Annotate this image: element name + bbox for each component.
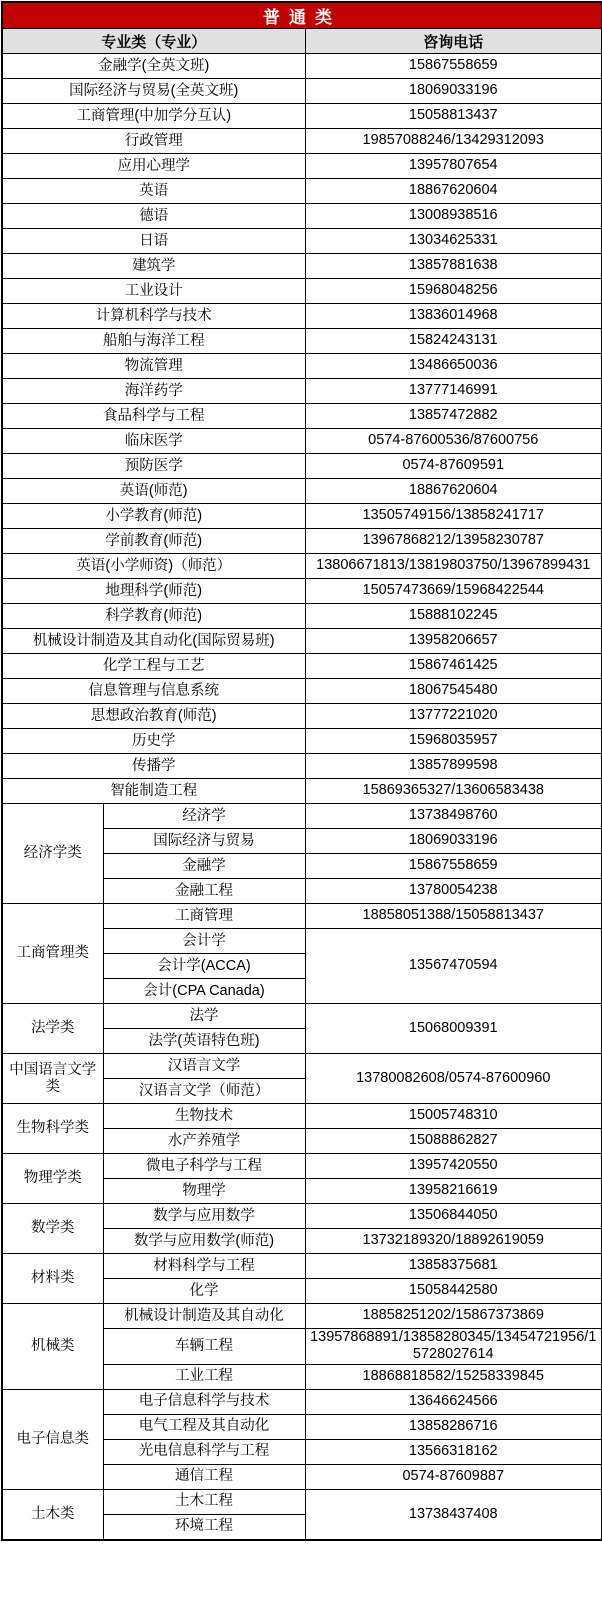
major-cell: 微电子科学与工程 bbox=[103, 1154, 305, 1179]
major-cell: 法学(英语特色班) bbox=[103, 1029, 305, 1054]
phone-cell: 13777221020 bbox=[305, 704, 602, 729]
table-row bbox=[2, 154, 602, 179]
phone-cell: 13732189320/18892619059 bbox=[305, 1229, 602, 1254]
table-row bbox=[2, 1154, 602, 1179]
major-cell: 行政管理 bbox=[2, 129, 305, 154]
table-title: 普通类 bbox=[2, 2, 602, 29]
table-row bbox=[2, 354, 602, 379]
table-row bbox=[2, 604, 602, 629]
phone-cell: 13857881638 bbox=[305, 254, 602, 279]
major-cell: 数学与应用数学(师范) bbox=[103, 1229, 305, 1254]
major-cell: 光电信息科学与工程 bbox=[103, 1439, 305, 1464]
major-cell: 食品科学与工程 bbox=[2, 404, 305, 429]
table-row bbox=[2, 729, 602, 754]
category-cell: 电子信息类 bbox=[2, 1389, 103, 1489]
major-cell: 物理学 bbox=[103, 1179, 305, 1204]
table-row bbox=[2, 254, 602, 279]
table-row bbox=[2, 1054, 602, 1079]
phone-cell: 13566318162 bbox=[305, 1439, 602, 1464]
table-row bbox=[2, 754, 602, 779]
category-cell: 法学类 bbox=[2, 1004, 103, 1054]
major-cell: 金融工程 bbox=[103, 879, 305, 904]
major-cell: 德语 bbox=[2, 204, 305, 229]
phone-cell: 13957420550 bbox=[305, 1154, 602, 1179]
category-cell: 工商管理类 bbox=[2, 904, 103, 1004]
major-cell: 历史学 bbox=[2, 729, 305, 754]
phone-cell: 15867461425 bbox=[305, 654, 602, 679]
table-row bbox=[2, 454, 602, 479]
major-cell: 应用心理学 bbox=[2, 154, 305, 179]
table-row bbox=[2, 104, 602, 129]
table-title-row bbox=[2, 2, 602, 29]
category-cell: 机械类 bbox=[2, 1304, 103, 1390]
column-header-row bbox=[2, 29, 602, 54]
phone-cell: 15867558659 bbox=[305, 54, 602, 79]
major-cell: 机械设计制造及其自动化 bbox=[103, 1304, 305, 1329]
major-cell: 机械设计制造及其自动化(国际贸易班) bbox=[2, 629, 305, 654]
phone-cell: 13857472882 bbox=[305, 404, 602, 429]
category-cell: 物理学类 bbox=[2, 1154, 103, 1204]
category-cell: 生物科学类 bbox=[2, 1104, 103, 1154]
column-header-major: 专业类（专业） bbox=[2, 29, 305, 54]
major-cell: 学前教育(师范) bbox=[2, 529, 305, 554]
phone-cell: 13008938516 bbox=[305, 204, 602, 229]
phone-cell: 13505749156/13858241717 bbox=[305, 504, 602, 529]
phone-cell: 13957868891/13858280345/13454721956/15728027614 bbox=[305, 1329, 602, 1365]
phone-cell: 13780082608/0574-87600960 bbox=[305, 1054, 602, 1104]
major-cell: 电子信息科学与技术 bbox=[103, 1389, 305, 1414]
phone-cell: 13957807654 bbox=[305, 154, 602, 179]
major-cell: 小学教育(师范) bbox=[2, 504, 305, 529]
major-cell: 船舶与海洋工程 bbox=[2, 329, 305, 354]
phone-cell: 18858051388/15058813437 bbox=[305, 904, 602, 929]
major-cell: 汉语言文学（师范） bbox=[103, 1079, 305, 1104]
major-cell: 工业工程 bbox=[103, 1364, 305, 1389]
major-cell: 会计学 bbox=[103, 929, 305, 954]
table-row bbox=[2, 229, 602, 254]
phone-cell: 13958216619 bbox=[305, 1179, 602, 1204]
phone-cell: 15968048256 bbox=[305, 279, 602, 304]
column-header-phone: 咨询电话 bbox=[305, 29, 602, 54]
major-cell: 海洋药学 bbox=[2, 379, 305, 404]
phone-cell: 15888102245 bbox=[305, 604, 602, 629]
phone-cell: 13034625331 bbox=[305, 229, 602, 254]
consultation-phone-table bbox=[1, 1, 602, 1541]
major-cell: 化学工程与工艺 bbox=[2, 654, 305, 679]
phone-cell: 13738437408 bbox=[305, 1489, 602, 1540]
table-row bbox=[2, 179, 602, 204]
table-row bbox=[2, 529, 602, 554]
category-cell: 经济学类 bbox=[2, 804, 103, 904]
category-cell: 数学类 bbox=[2, 1204, 103, 1254]
phone-cell: 13857899598 bbox=[305, 754, 602, 779]
major-cell: 环境工程 bbox=[103, 1514, 305, 1540]
table-row bbox=[2, 479, 602, 504]
table-row bbox=[2, 279, 602, 304]
category-cell: 材料类 bbox=[2, 1254, 103, 1304]
phone-cell: 18067545480 bbox=[305, 679, 602, 704]
table-row bbox=[2, 54, 602, 79]
major-cell: 材料科学与工程 bbox=[103, 1254, 305, 1279]
major-cell: 信息管理与信息系统 bbox=[2, 679, 305, 704]
major-cell: 日语 bbox=[2, 229, 305, 254]
table-row bbox=[2, 1304, 602, 1329]
phone-cell: 18858251202/15867373869 bbox=[305, 1304, 602, 1329]
major-cell: 工业设计 bbox=[2, 279, 305, 304]
phone-cell: 15088862827 bbox=[305, 1129, 602, 1154]
major-cell: 智能制造工程 bbox=[2, 779, 305, 804]
phone-cell: 15005748310 bbox=[305, 1104, 602, 1129]
table-row bbox=[2, 204, 602, 229]
phone-cell: 0574-87609591 bbox=[305, 454, 602, 479]
phone-cell: 18867620604 bbox=[305, 179, 602, 204]
major-cell: 金融学 bbox=[103, 854, 305, 879]
major-cell: 电气工程及其自动化 bbox=[103, 1414, 305, 1439]
phone-cell: 0574-87600536/87600756 bbox=[305, 429, 602, 454]
phone-cell: 13967868212/13958230787 bbox=[305, 529, 602, 554]
table-row bbox=[2, 329, 602, 354]
table-row bbox=[2, 779, 602, 804]
major-cell: 物流管理 bbox=[2, 354, 305, 379]
major-cell: 建筑学 bbox=[2, 254, 305, 279]
phone-cell: 15058813437 bbox=[305, 104, 602, 129]
major-cell: 土木工程 bbox=[103, 1489, 305, 1514]
major-cell: 法学 bbox=[103, 1004, 305, 1029]
major-cell: 传播学 bbox=[2, 754, 305, 779]
table-row bbox=[2, 1389, 602, 1414]
major-cell: 计算机科学与技术 bbox=[2, 304, 305, 329]
category-cell: 中国语言文学类 bbox=[2, 1054, 103, 1104]
major-cell: 数学与应用数学 bbox=[103, 1204, 305, 1229]
major-cell: 通信工程 bbox=[103, 1464, 305, 1489]
phone-cell: 18069033196 bbox=[305, 829, 602, 854]
major-cell: 英语 bbox=[2, 179, 305, 204]
table-row bbox=[2, 379, 602, 404]
phone-cell: 13806671813/13819803750/13967899431 bbox=[305, 554, 602, 579]
major-cell: 汉语言文学 bbox=[103, 1054, 305, 1079]
phone-cell: 15824243131 bbox=[305, 329, 602, 354]
category-cell: 土木类 bbox=[2, 1489, 103, 1540]
phone-cell: 0574-87609887 bbox=[305, 1464, 602, 1489]
table-row bbox=[2, 1489, 602, 1514]
table-row bbox=[2, 404, 602, 429]
table-row bbox=[2, 704, 602, 729]
major-cell: 工商管理 bbox=[103, 904, 305, 929]
phone-cell: 15869365327/13606583438 bbox=[305, 779, 602, 804]
major-cell: 经济学 bbox=[103, 804, 305, 829]
table-row bbox=[2, 654, 602, 679]
phone-cell: 18069033196 bbox=[305, 79, 602, 104]
phone-cell: 13858286716 bbox=[305, 1414, 602, 1439]
phone-cell: 15068009391 bbox=[305, 1004, 602, 1054]
phone-cell: 13738498760 bbox=[305, 804, 602, 829]
table-body bbox=[2, 54, 602, 1540]
major-cell: 英语(小学师资)（师范） bbox=[2, 554, 305, 579]
major-cell: 国际经济与贸易(全英文班) bbox=[2, 79, 305, 104]
major-cell: 化学 bbox=[103, 1279, 305, 1304]
major-cell: 生物技术 bbox=[103, 1104, 305, 1129]
major-cell: 地理科学(师范) bbox=[2, 579, 305, 604]
phone-cell: 15968035957 bbox=[305, 729, 602, 754]
major-cell: 工商管理(中加学分互认) bbox=[2, 104, 305, 129]
table-row bbox=[2, 1254, 602, 1279]
major-cell: 临床医学 bbox=[2, 429, 305, 454]
phone-cell: 15057473669/15968422544 bbox=[305, 579, 602, 604]
major-cell: 英语(师范) bbox=[2, 479, 305, 504]
phone-cell: 13777146991 bbox=[305, 379, 602, 404]
major-cell: 国际经济与贸易 bbox=[103, 829, 305, 854]
table-row bbox=[2, 579, 602, 604]
table-row bbox=[2, 1104, 602, 1129]
table-row bbox=[2, 1204, 602, 1229]
phone-cell: 13567470594 bbox=[305, 929, 602, 1004]
table-row bbox=[2, 804, 602, 829]
phone-cell: 13958206657 bbox=[305, 629, 602, 654]
major-cell: 金融学(全英文班) bbox=[2, 54, 305, 79]
major-cell: 车辆工程 bbox=[103, 1329, 305, 1365]
table-row bbox=[2, 629, 602, 654]
table-row bbox=[2, 79, 602, 104]
table-row bbox=[2, 679, 602, 704]
major-cell: 水产养殖学 bbox=[103, 1129, 305, 1154]
major-cell: 会计(CPA Canada) bbox=[103, 979, 305, 1004]
phone-cell: 15867558659 bbox=[305, 854, 602, 879]
table-row bbox=[2, 504, 602, 529]
phone-cell: 13506844050 bbox=[305, 1204, 602, 1229]
table-row bbox=[2, 429, 602, 454]
phone-cell: 13858375681 bbox=[305, 1254, 602, 1279]
table-row bbox=[2, 129, 602, 154]
table-row bbox=[2, 554, 602, 579]
phone-cell: 19857088246/13429312093 bbox=[305, 129, 602, 154]
table-row bbox=[2, 904, 602, 929]
phone-cell: 13780054238 bbox=[305, 879, 602, 904]
phone-cell: 13486650036 bbox=[305, 354, 602, 379]
table-row bbox=[2, 1004, 602, 1029]
phone-cell: 18867620604 bbox=[305, 479, 602, 504]
phone-cell: 13646624566 bbox=[305, 1389, 602, 1414]
major-cell: 预防医学 bbox=[2, 454, 305, 479]
major-cell: 科学教育(师范) bbox=[2, 604, 305, 629]
phone-cell: 18868818582/15258339845 bbox=[305, 1364, 602, 1389]
major-cell: 思想政治教育(师范) bbox=[2, 704, 305, 729]
table-row bbox=[2, 304, 602, 329]
phone-cell: 15058442580 bbox=[305, 1279, 602, 1304]
major-cell: 会计学(ACCA) bbox=[103, 954, 305, 979]
phone-cell: 13836014968 bbox=[305, 304, 602, 329]
